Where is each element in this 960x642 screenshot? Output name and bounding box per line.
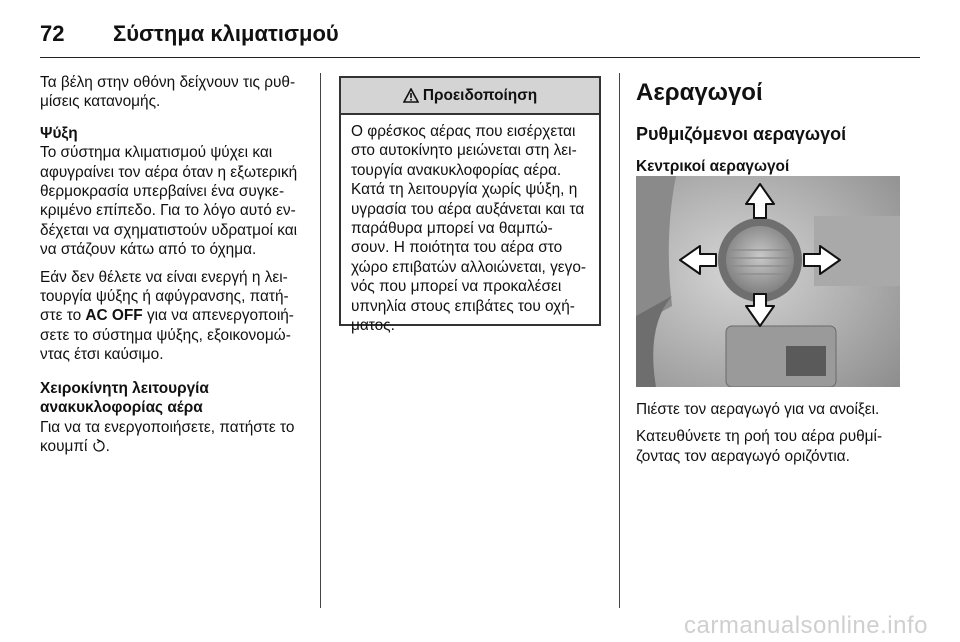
warning-text: Ο φρέσκος αέρας που εισέρχεται στο αυτοκίνητο μειώνεται στη λει-τουργία ανακυκλοφορίας αέρα. Κατά τη λειτουργία χωρίς ψύξη, η υγρασία του αέρα αυξάνεται και τα παράθυρα μπορεί να θαμπώ-σουν. Η ποιότητα του αέρα στο χώρο επιβατών αλλοιώνεται, γεγο-νός που μπορεί να προκαλέσει υπνηλία στους επιβάτες του οχή-ματος. xyxy=(351,123,587,335)
section-subsubheading: Κεντρικοί αεραγωγοί xyxy=(636,158,790,175)
column-left xyxy=(40,73,310,464)
ac-off-text-a: Εάν δεν θέλετε να είναι ενεργή η λει-τουργία ψύξης ή αφύγρανσης, πατή-στε το xyxy=(40,268,289,325)
warning-box xyxy=(339,76,601,335)
ac-off-paragraph xyxy=(40,268,310,365)
recirculation-icon xyxy=(92,439,106,453)
central-air-vent-photo xyxy=(636,176,900,387)
vent-open-paragraph: Πιέστε τον αεραγωγό για να ανοίξει. xyxy=(636,401,880,418)
warning-header xyxy=(341,78,599,115)
cooling-heading: Ψύξη xyxy=(40,124,78,142)
page-number: 72 xyxy=(40,21,65,46)
column-divider-1 xyxy=(320,73,321,608)
intro-paragraph: Τα βέλη στην οθόνη δείχνουν τις ρυθ-μίσεις κατανομής. xyxy=(40,74,296,111)
column-divider-2 xyxy=(619,73,620,608)
column-right xyxy=(636,73,911,186)
column-right-lower xyxy=(636,400,911,474)
section-heading: Αεραγωγοί xyxy=(636,79,763,106)
warning-label: Προειδοποίηση xyxy=(422,86,538,104)
page-title: Σύστημα κλιματισμού xyxy=(113,21,339,46)
recirculation-heading: Χειροκίνητη λειτουργία ανακυκλοφορίας αέρα xyxy=(40,379,209,417)
ac-off-label: AC OFF xyxy=(85,307,143,325)
warning-icon xyxy=(403,88,419,103)
watermark: carmanualsonline.info xyxy=(684,612,928,639)
cooling-paragraph: Το σύστημα κλιματισμού ψύχει και αφυγραίνει τον αέρα όταν η εξωτερική θερμοκρασία υπερβαίνει ένα συγκε-κριμένο επίπεδο. Για το λόγο αυτό εν-δέχεται να σχηματιστούν υδρατμοί και να στάζουν κάτω από το όχημα. xyxy=(40,144,298,259)
recirculation-paragraph: Για να τα ενεργοποιήσετε, πατήστε το κουμπί . xyxy=(40,418,295,455)
vent-direct-paragraph: Κατευθύνετε τη ροή του αέρα ρυθμί-ζοντας τον αεραγωγό οριζόντια. xyxy=(636,428,883,465)
ac-off-text-c: για να απενεργοποιή-σετε το σύστημα ψύξης, εξοικονομώ-ντας έτσι καύσιμο. xyxy=(40,307,294,364)
header-rule xyxy=(40,57,920,58)
section-subheading: Ρυθμιζόμενοι αεραγωγοί xyxy=(636,124,847,144)
recirculation-text: Για να τα ενεργοποιήσετε, πατήστε το κουμπί xyxy=(40,418,295,455)
